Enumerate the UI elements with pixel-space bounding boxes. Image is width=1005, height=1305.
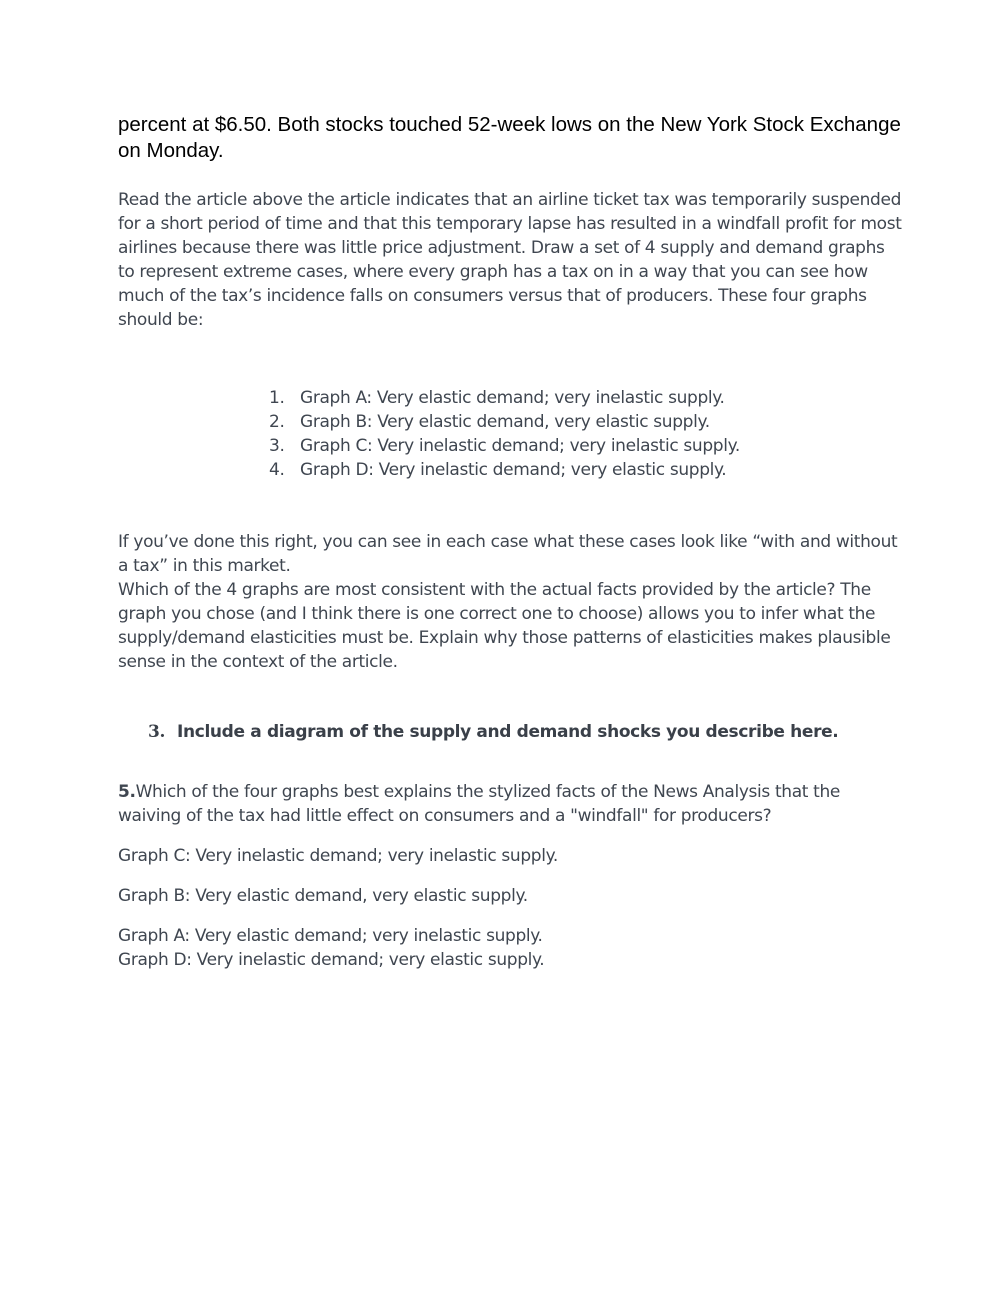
answer-option-a: Graph A: Very elastic demand; very inelastic supply. [118,926,543,946]
answer-option-b: Graph B: Very elastic demand, very elastic supply. [118,886,528,906]
question-3-number: 3. [148,722,166,742]
list-number: 3. [269,436,285,456]
list-text: Graph D: Very inelastic demand; very elastic supply. [300,460,727,480]
question-5-text: Which of the four graphs best explains the stylized facts of the News Analysis that the waiving of the tax had little effect on consumers and a "windfall" for producers? [118,782,841,826]
list-item [269,386,903,410]
instructions-paragraph: Read the article above the article indicates that an airline ticket tax was temporarily suspended for a short period of time and that this temporary lapse has resulted in a windfall profit for most airlines because there was little price adjustment. Draw a set of 4 supply and demand graphs to represent extreme cases, where every graph has a tax on in a way that you can see how much of the tax’s incidence falls on consumers versus that of producers. These four graphs should be: [118,190,902,330]
question-5-number: 5. [118,782,136,802]
question-5 [118,780,903,828]
graph-list [269,386,903,482]
followup-line-1: If you’ve done this right, you can see in each case what these cases look like “with and without a tax” in this market. [118,532,898,576]
followup-line-2: Which of the 4 graphs are most consistent with the actual facts provided by the article? The graph you chose (and I think there is one correct one to choose) allows you to infer what the supply/demand elasticities must be. Explain why those patterns of elasticities makes plausible sense in the context of the article. [118,580,891,672]
list-number: 1. [269,388,285,408]
question-3 [148,720,903,744]
answer-option-c: Graph C: Very inelastic demand; very inelastic supply. [118,846,558,866]
list-item [269,434,903,458]
list-number: 2. [269,412,285,432]
list-item [269,410,903,434]
document-page [118,112,903,972]
question-3-text: Include a diagram of the supply and demand shocks you describe here. [177,722,839,742]
article-excerpt: percent at $6.50. Both stocks touched 52-week lows on the New York Stock Exchange on Monday. [118,113,901,162]
list-text: Graph C: Very inelastic demand; very inelastic supply. [300,436,740,456]
list-number: 4. [269,460,285,480]
list-text: Graph A: Very elastic demand; very inelastic supply. [300,388,725,408]
answer-option-d: Graph D: Very inelastic demand; very elastic supply. [118,950,545,970]
list-text: Graph B: Very elastic demand, very elastic supply. [300,412,710,432]
list-item [269,458,903,482]
